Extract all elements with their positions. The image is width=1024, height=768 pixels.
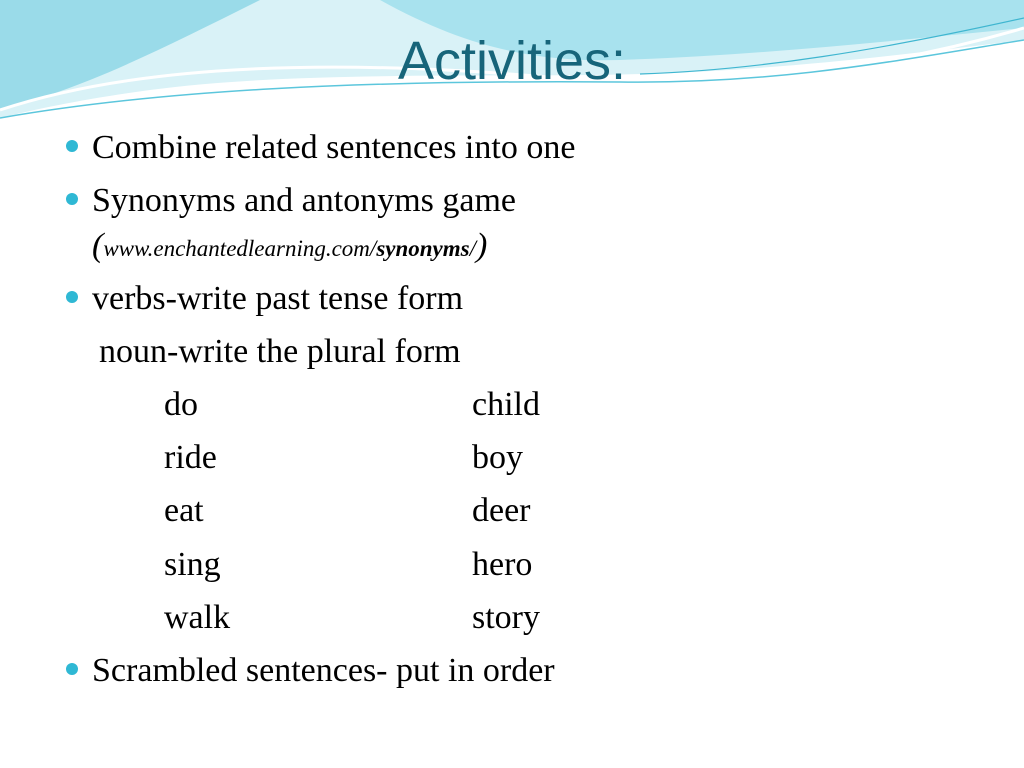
noun-plural-line: noun-write the plural form bbox=[99, 333, 461, 370]
link-close-paren: ) bbox=[476, 227, 488, 264]
noun-word: hero bbox=[472, 546, 533, 583]
synonyms-link-base[interactable]: www.enchantedlearning.com/ bbox=[103, 236, 377, 261]
verb-word: sing bbox=[164, 546, 221, 583]
slide-title: Activities: bbox=[397, 31, 627, 91]
bullet-icon bbox=[66, 291, 78, 303]
verb-word: ride bbox=[164, 439, 217, 476]
noun-word: child bbox=[472, 386, 540, 423]
verb-word: do bbox=[164, 386, 198, 423]
link-open-paren: ( bbox=[92, 227, 104, 264]
bullet-combine-sentences: Combine related sentences into one bbox=[92, 129, 576, 166]
noun-word: deer bbox=[472, 492, 531, 529]
bullet-icon bbox=[66, 193, 78, 205]
synonyms-link-line bbox=[92, 226, 487, 269]
verb-word: eat bbox=[164, 492, 204, 529]
verb-word: walk bbox=[164, 599, 231, 636]
noun-word: story bbox=[472, 599, 540, 636]
bullet-scrambled-sentences: Scrambled sentences- put in order bbox=[92, 652, 555, 689]
bullet-verbs-past-tense: verbs-write past tense form bbox=[92, 280, 464, 317]
synonyms-link-tail[interactable]: / bbox=[469, 236, 476, 261]
noun-word: boy bbox=[472, 439, 523, 476]
bullet-icon bbox=[66, 663, 78, 675]
bullet-synonyms-game: Synonyms and antonyms game bbox=[92, 182, 517, 219]
bullet-icon bbox=[66, 140, 78, 152]
synonyms-link-bold[interactable]: synonyms bbox=[376, 236, 470, 261]
